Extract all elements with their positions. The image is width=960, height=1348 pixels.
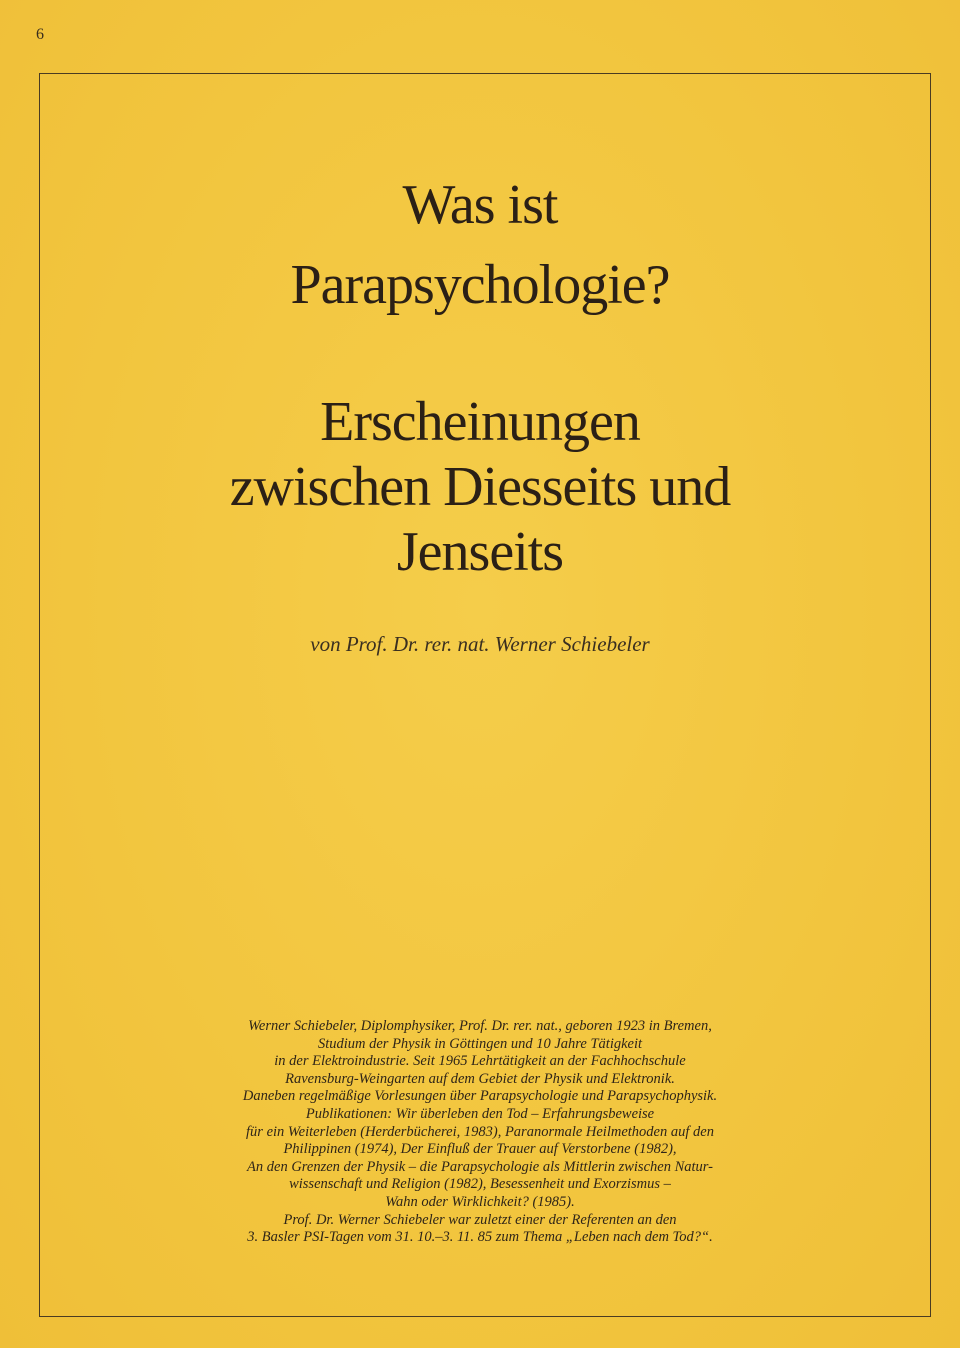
bio-line: Prof. Dr. Werner Schiebeler war zuletzt einer der Referenten an den [283,1211,677,1228]
article-title [0,165,960,325]
bio-line: Wahn oder Wirklichkeit? (1985). [385,1193,575,1210]
bio-line: Studium der Physik in Göttingen und 10 Jahre Tätigkeit [317,1035,643,1052]
bio-line: Philippinen (1974), Der Einfluß der Trauer auf Verstorbene (1982), [283,1141,677,1158]
bio-line: Publikationen: Wir überleben den Tod – Erfahrungsbeweise [305,1105,655,1122]
title-line: Was ist [402,174,558,236]
article-subtitle [0,390,960,585]
title-line: Parapsychologie? [290,254,670,316]
bio-line: Ravensburg-Weingarten auf dem Gebiet der Physik und Elektronik. [285,1070,675,1087]
bio-line: Daneben regelmäßige Vorlesungen über Parapsychologie und Parapsychophysik. [242,1088,718,1105]
bio-line: An den Grenzen der Physik – die Parapsychologie als Mittlerin zwischen Natur- [247,1158,713,1175]
bio-line: für ein Weiterleben (Herderbücherei, 1983), Paranormale Heilmethoden auf den [246,1123,714,1140]
subtitle-line: Jenseits [396,521,564,583]
subtitle-line: zwischen Diesseits und [229,456,731,518]
page-number: 6 [36,26,44,43]
subtitle-line: Erscheinungen [320,391,640,453]
author-bio [190,1018,770,1247]
bio-line: Werner Schiebeler, Diplomphysiker, Prof. Dr. rer. nat., geboren 1923 in Bremen, [248,1018,712,1034]
bio-line: in der Elektroindustrie. Seit 1965 Lehrtätigkeit an der Fachhochschule [274,1053,686,1070]
bio-line: wissenschaft und Religion (1982), Besessenheit und Exorzismus – [289,1176,671,1193]
bio-line: 3. Basler PSI-Tagen vom 31. 10.–3. 11. 85 zum Thema „Leben nach dem Tod?“. [247,1229,713,1246]
author-byline: von Prof. Dr. rer. nat. Werner Schiebeler [310,632,650,656]
